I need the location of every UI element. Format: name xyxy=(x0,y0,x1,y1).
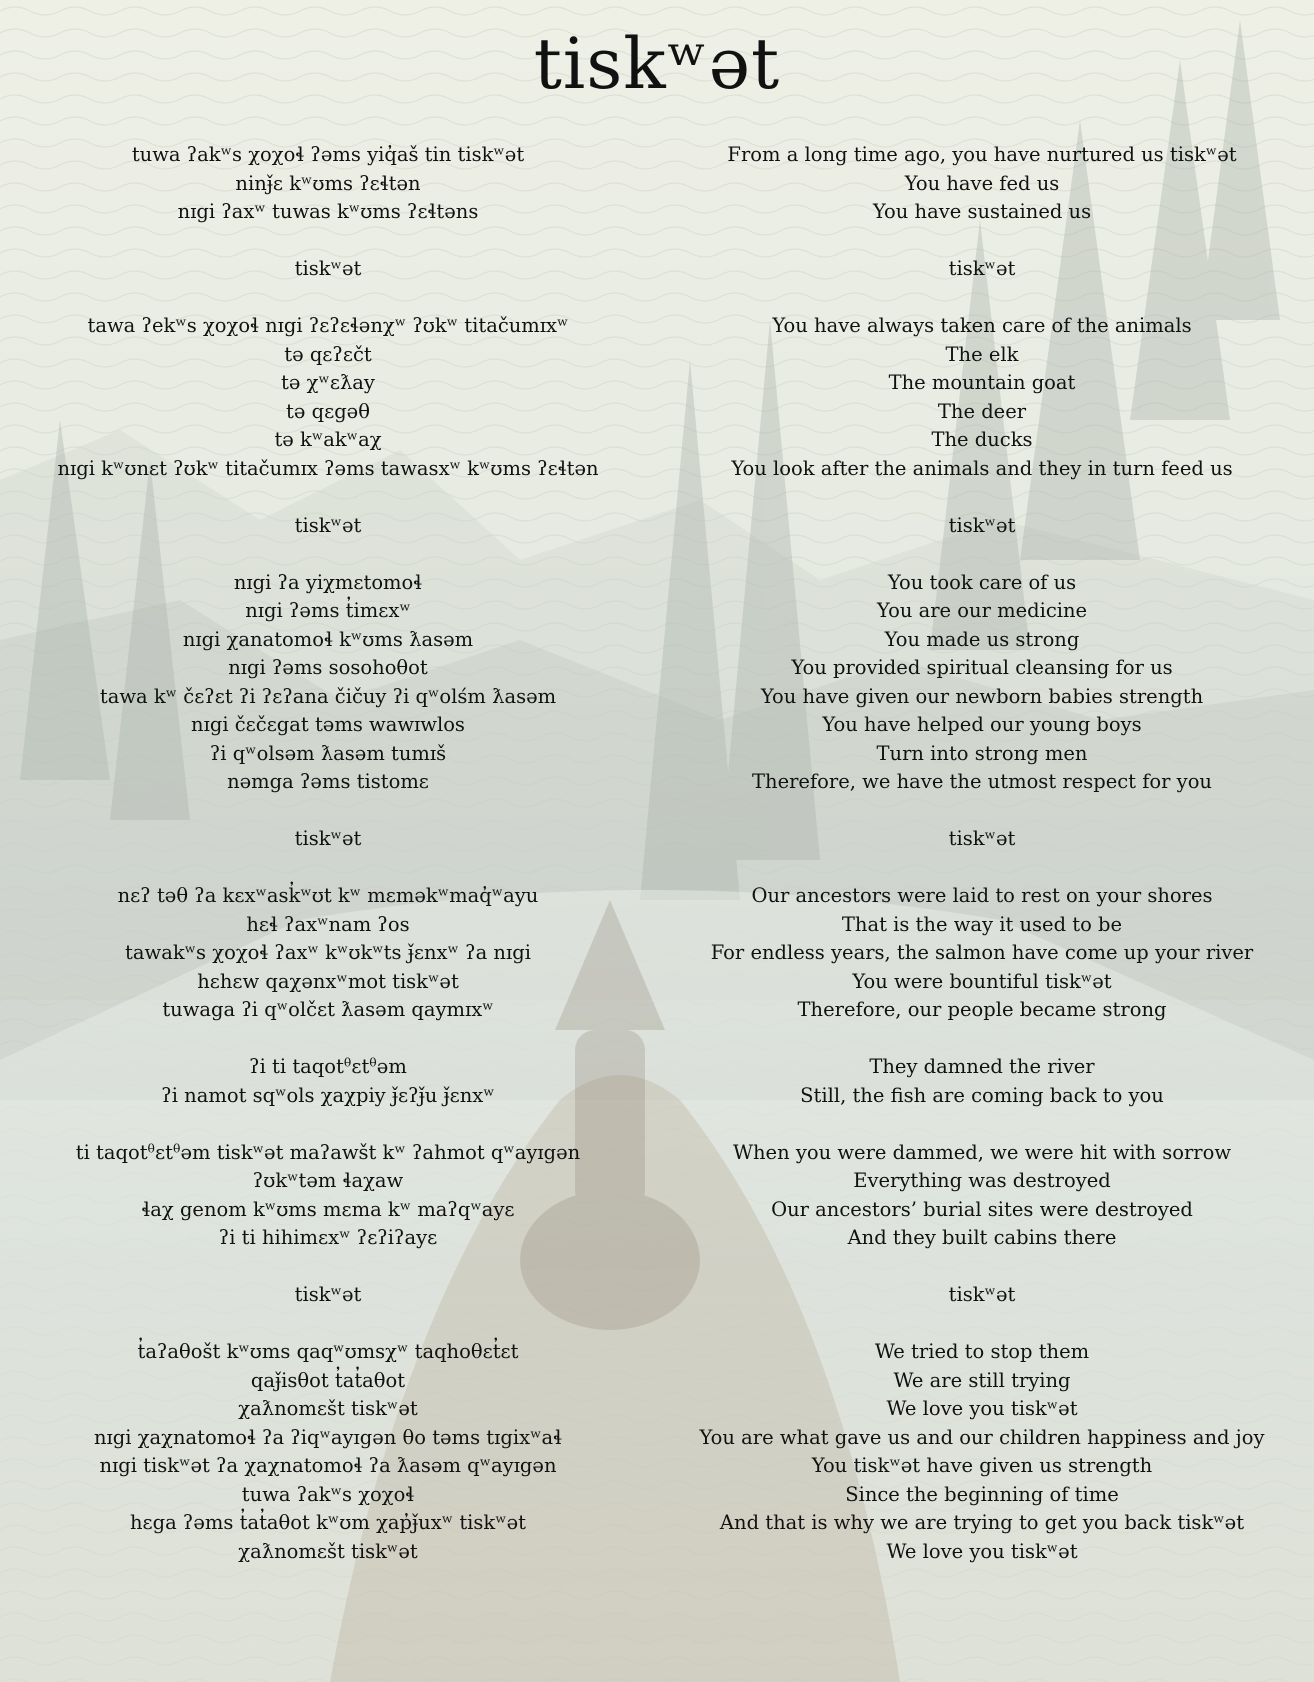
poem-line: tiskʷət xyxy=(294,827,362,850)
poem-line: You have fed us xyxy=(904,171,1060,195)
poem-line: tiskʷət xyxy=(948,827,1016,850)
poem-line: You are what gave us and our children happiness and joy xyxy=(699,1425,1265,1449)
poem-line: nɪgi χaχnatomoɬ ʔa ʔiqʷayɪgən θo təms tɪgixʷaɬ xyxy=(94,1425,562,1449)
poem-line: nɪgi χanatomoɬ kʷʊms ƛasəm xyxy=(182,627,474,651)
stanza xyxy=(8,312,648,483)
poem-line: We are still trying xyxy=(893,1368,1071,1392)
poem-line: Everything was destroyed xyxy=(853,1169,1111,1192)
stanza xyxy=(8,569,648,797)
poem-line: Therefore, we have the utmost respect for you xyxy=(752,770,1212,793)
poem-line: You tiskʷət have given us strength xyxy=(811,1454,1153,1477)
poem-line: We love you tiskʷət xyxy=(886,1397,1078,1420)
poem-line: nɪgi ʔəms t̓imɛxʷ xyxy=(245,599,411,622)
poem-line: tiskʷət xyxy=(948,257,1016,280)
poem-line: Therefore, our people became strong xyxy=(797,998,1167,1021)
poem-line: You have given our newborn babies strength xyxy=(760,684,1204,708)
stanza xyxy=(8,882,648,1025)
poem-line: hɛga ʔəms t̓at̓aθot kʷʊm χap̓ɟ̌uxʷ tiskʷət xyxy=(129,1511,527,1534)
stanza xyxy=(662,1338,1302,1566)
refrain xyxy=(8,825,648,854)
poem-line: χaƛnomɛšt tiskʷət xyxy=(238,1539,418,1563)
poem-line: hɛɬ ʔaxʷnam ʔos xyxy=(246,912,410,936)
poem-line: That is the way it used to be xyxy=(841,912,1123,936)
poem-line: tiskʷət xyxy=(294,1283,362,1306)
stanza xyxy=(8,1338,648,1566)
stanza xyxy=(662,312,1302,483)
poem-line: The deer xyxy=(937,399,1027,423)
poem-line: Since the beginning of time xyxy=(845,1482,1119,1506)
stanza xyxy=(662,141,1302,227)
refrain xyxy=(662,1281,1302,1310)
poem-line: Still, the fish are coming back to you xyxy=(800,1083,1164,1107)
poem-line: And that is why we are trying to get you back tiskʷət xyxy=(719,1511,1245,1534)
refrain xyxy=(8,1281,648,1310)
poem-line: nɪgi čɛčɛgat təms wawɪwlos xyxy=(191,713,465,736)
poem-line: You are our medicine xyxy=(876,599,1088,622)
poem-line: tiskʷət xyxy=(948,1283,1016,1306)
english-column xyxy=(662,141,1302,1595)
poem-title: tiskʷət xyxy=(533,23,781,105)
poem-line: nɪgi ʔaxʷ tuwas kʷʊms ʔɛɬtəns xyxy=(177,200,479,223)
poem-line: For endless years, the salmon have come up your river xyxy=(710,941,1254,964)
poem-line: You made us strong xyxy=(884,627,1080,651)
poem-line: tiskʷət xyxy=(948,513,1016,537)
poem-line: You have helped our young boys xyxy=(822,713,1142,736)
poem-line: Our ancestors were laid to rest on your shores xyxy=(751,884,1213,907)
poem-line: They damned the river xyxy=(869,1055,1095,1078)
refrain xyxy=(8,255,648,284)
poem-line: nɪgi ʔa yiχmɛtomoɬ xyxy=(233,570,423,594)
poem-line: ninɟ̌ɛ kʷʊms ʔɛɬtən xyxy=(235,171,421,195)
poem-line: You were bountiful tiskʷət xyxy=(852,969,1112,993)
refrain xyxy=(662,825,1302,854)
poem-line: ʔi namot sqʷols χaχpiy ɟ̌ɛʔɟ̌u ɟ̌ɛnxʷ xyxy=(161,1083,495,1107)
stanza xyxy=(8,141,648,227)
poem-line: ʔʊkʷtəm ɬaχaw xyxy=(252,1169,404,1192)
poem-line: tuwaga ʔi qʷolčɛt ƛasəm qaymɪxʷ xyxy=(162,998,494,1021)
poem-line: tə qɛgəθ xyxy=(286,399,370,423)
poem-line: tə kʷakʷaχ xyxy=(274,428,382,451)
poem-line: The ducks xyxy=(931,428,1033,451)
poem-line: You have sustained us xyxy=(872,200,1092,223)
poem-line: We tried to stop them xyxy=(874,1340,1090,1363)
stanza xyxy=(662,569,1302,797)
poem-line: The elk xyxy=(945,342,1019,366)
poem-line: tuwa ʔakʷs χoχoɬ ʔəms yiq̓aš tin tiskʷət xyxy=(131,143,525,166)
refrain xyxy=(8,512,648,541)
poem-line: You look after the animals and they in turn feed us xyxy=(731,456,1233,480)
poem-line: ʔi ti hihimɛxʷ ʔɛʔiʔayɛ xyxy=(218,1226,438,1249)
poem-line: You took care of us xyxy=(887,570,1077,594)
poem-line: Turn into strong men xyxy=(876,741,1088,765)
poem-line: The mountain goat xyxy=(888,371,1076,394)
poem-line: tiskʷət xyxy=(294,513,362,537)
poem-line: When you were dammed, we were hit with sorrow xyxy=(732,1140,1232,1164)
poem-line: nɛʔ təθ ʔa kɛxʷask̓ʷʊt kʷ mɛməkʷmaq̓ʷayu xyxy=(117,884,539,907)
poem-line: tawakʷs χoχoɬ ʔaxʷ kʷʊkʷts ɟ̌ɛnxʷ ʔa nɪgi xyxy=(125,941,531,964)
poem-line: nɪgi kʷʊnɛt ʔʊkʷ titačumɪx ʔəms tawasxʷ kʷʊms ʔɛɬtən xyxy=(57,456,599,480)
stanza xyxy=(8,1053,648,1110)
stanza xyxy=(8,1139,648,1253)
poem-line: Our ancestors’ burial sites were destroyed xyxy=(771,1197,1193,1221)
poem-line: And they built cabins there xyxy=(847,1226,1117,1249)
poem-line: You have always taken care of the animals xyxy=(772,314,1192,337)
poem-line: tawa ʔekʷs χoχoɬ nɪgi ʔɛʔɛɬənχʷ ʔʊkʷ titačumɪxʷ xyxy=(87,314,569,337)
salish-column xyxy=(8,141,648,1595)
poem-line: hɛhɛw qaχənxʷmot tiskʷət xyxy=(197,969,459,993)
poem-line: t̓aʔaθošt kʷʊms qaqʷʊmsχʷ taqhoθɛt̓ɛt xyxy=(137,1340,519,1363)
poem-line: ti taqotᶿɛtᶿəm tiskʷət maʔawšt kʷ ʔahmot qʷayɪgən xyxy=(75,1140,581,1164)
poem-line: nɪgi ʔəms sosohoθot xyxy=(228,656,428,679)
poem-line: From a long time ago, you have nurtured us tiskʷət xyxy=(727,143,1237,166)
refrain xyxy=(662,255,1302,284)
poem-line: ɬaχ genom kʷʊms mɛma kʷ maʔqʷayɛ xyxy=(141,1197,515,1221)
poem-line: ʔi ti taqotᶿɛtᶿəm xyxy=(249,1055,407,1078)
stanza xyxy=(662,1053,1302,1110)
poem-line: qaɟ̌isθot t̓at̓aθot xyxy=(250,1368,406,1392)
refrain xyxy=(662,512,1302,541)
poem-line: tawa kʷ čɛʔɛt ʔi ʔɛʔana čičuy ʔi qʷolśm ƛasəm xyxy=(99,684,557,708)
poem-line: χaƛnomɛšt tiskʷət xyxy=(238,1397,418,1420)
poem-line: tə qɛʔɛčt xyxy=(284,342,372,366)
stanza xyxy=(662,1139,1302,1253)
poem-line: We love you tiskʷət xyxy=(886,1539,1078,1563)
poem-line: tə χʷɛƛay xyxy=(281,371,375,394)
poem-line: nɪgi tiskʷət ʔa χaχnatomoɬ ʔa ƛasəm qʷayɪgən xyxy=(99,1454,557,1477)
poem-line: tiskʷət xyxy=(294,257,362,280)
poem-line: tuwa ʔakʷs χoχoɬ xyxy=(241,1482,415,1506)
poem-line: You provided spiritual cleansing for us xyxy=(791,656,1173,679)
poem-line: ʔi qʷolsəm ƛasəm tumɪš xyxy=(209,741,447,765)
poem-line: nəmga ʔəms tistomɛ xyxy=(227,770,429,793)
stanza xyxy=(662,882,1302,1025)
